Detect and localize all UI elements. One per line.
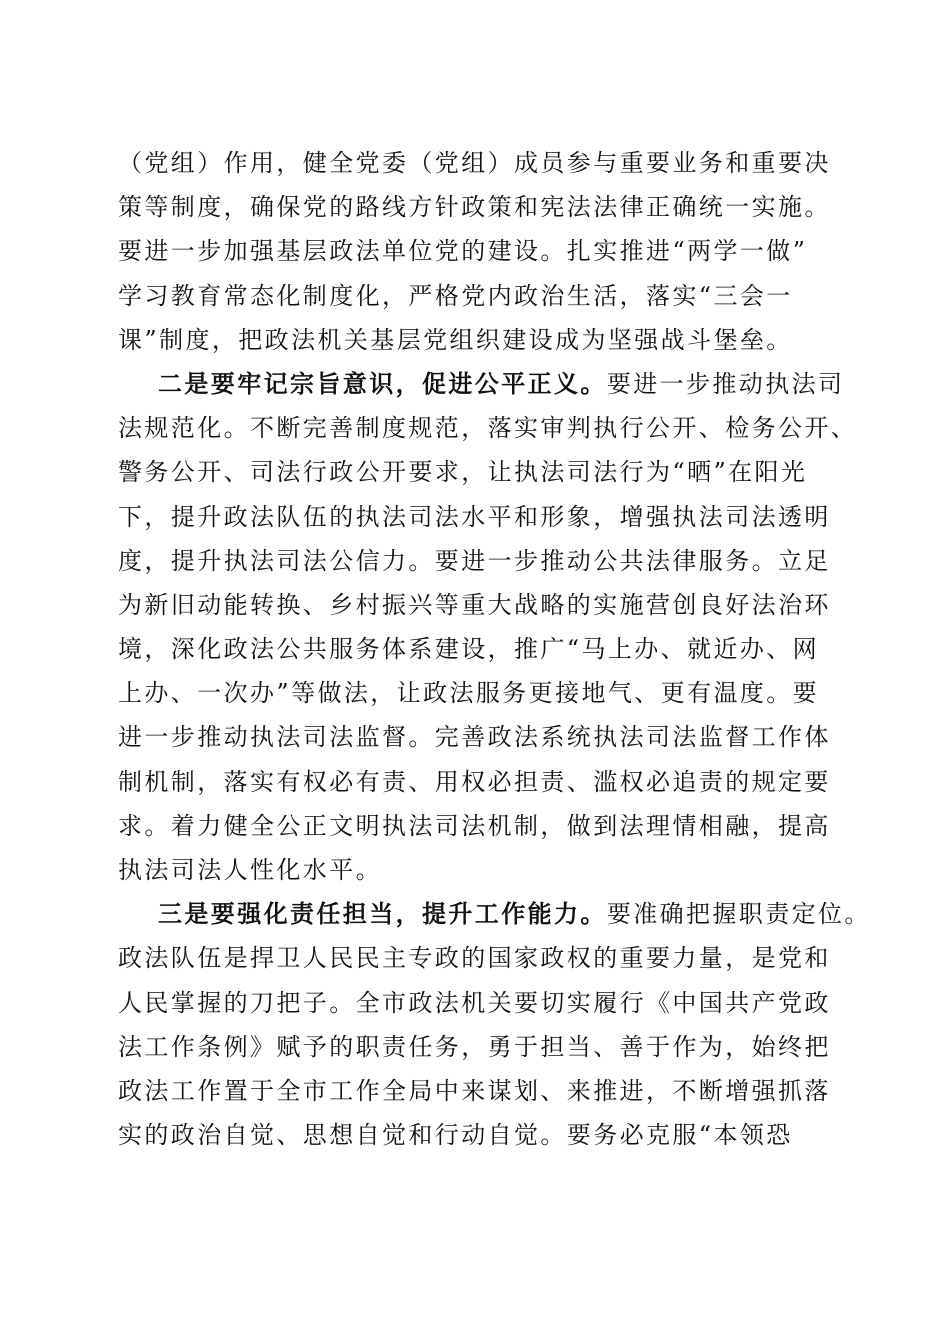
text-line: 进一步推动执法司法监督。完善政法系统执法司法监督工作体 [118,723,831,752]
text-line: 警务公开、司法行政公开要求，让执法司法行为“晒”在阳光 [118,458,808,487]
text-line: 课”制度，把政法机关基层党组织建设成为坚强战斗堡垒。 [118,325,793,354]
text-line: （党组）作用，健全党委（党组）成员参与重要业务和重要决 [118,149,831,177]
text-line: 学习教育常态化制度化，严格党内政治生活，落实“三会一 [118,281,793,310]
section-3-heading: 三是要强化责任担当，提升工作能力。 [158,899,607,929]
section-2-lead: 要进一步推动执法司 [606,369,845,398]
text-line: 为新旧动能转换、乡村振兴等重大战略的实施营创良好法治环 [118,590,831,619]
text-line: 法规范化。不断完善制度规范，落实审判执行公开、检务公开、 [118,414,858,443]
text-line: 人民掌握的刀把子。全市政法机关要切实履行《中国共产党政 [118,988,831,1017]
section-3-lead: 要准确把握职责定位。 [606,900,871,929]
text-line: 实的政治自觉、思想自觉和行动自觉。要务必克服“本领恐 [118,1121,793,1150]
text-line: 境，深化政法公共服务体系建设，推广“马上办、就近办、网 [118,635,820,664]
text-line: 策等制度，确保党的路线方针政策和宪法法律正确统一实施。 [118,193,831,222]
text-line: 制机制，落实有权必有责、用权必担责、滥权必追责的规定要 [118,767,831,796]
text-line: 政法工作置于全市工作全局中来谋划、来推进，不断增强抓落 [118,1076,831,1105]
section-3-first-line [118,892,871,936]
section-2-heading: 二是要牢记宗旨意识，促进公平正义。 [158,368,607,398]
text-line: 下，提升政法队伍的执法司法水平和形象，增强执法司法透明 [118,502,831,531]
text-line: 法工作条例》赋予的职责任务，勇于担当、善于作为，始终把 [118,1032,831,1061]
text-line: 上办、一次办”等做法，让政法服务更接地气、更有温度。要 [118,679,820,708]
section-2-first-line [118,362,845,406]
text-line: 执法司法人性化水平。 [118,856,382,884]
text-line: 度，提升执法司法公信力。要进一步推动公共法律服务。立足 [118,546,831,575]
text-line: 要进一步加强基层政法单位党的建设。扎实推进“两学一做” [118,237,808,266]
body-text [118,141,871,1157]
text-line: 求。着力健全公正文明执法司法机制，做到法理情相融，提高 [118,811,831,840]
text-line: 政法队伍是捍卫人民民主专政的国家政权的重要力量，是党和 [118,944,831,973]
